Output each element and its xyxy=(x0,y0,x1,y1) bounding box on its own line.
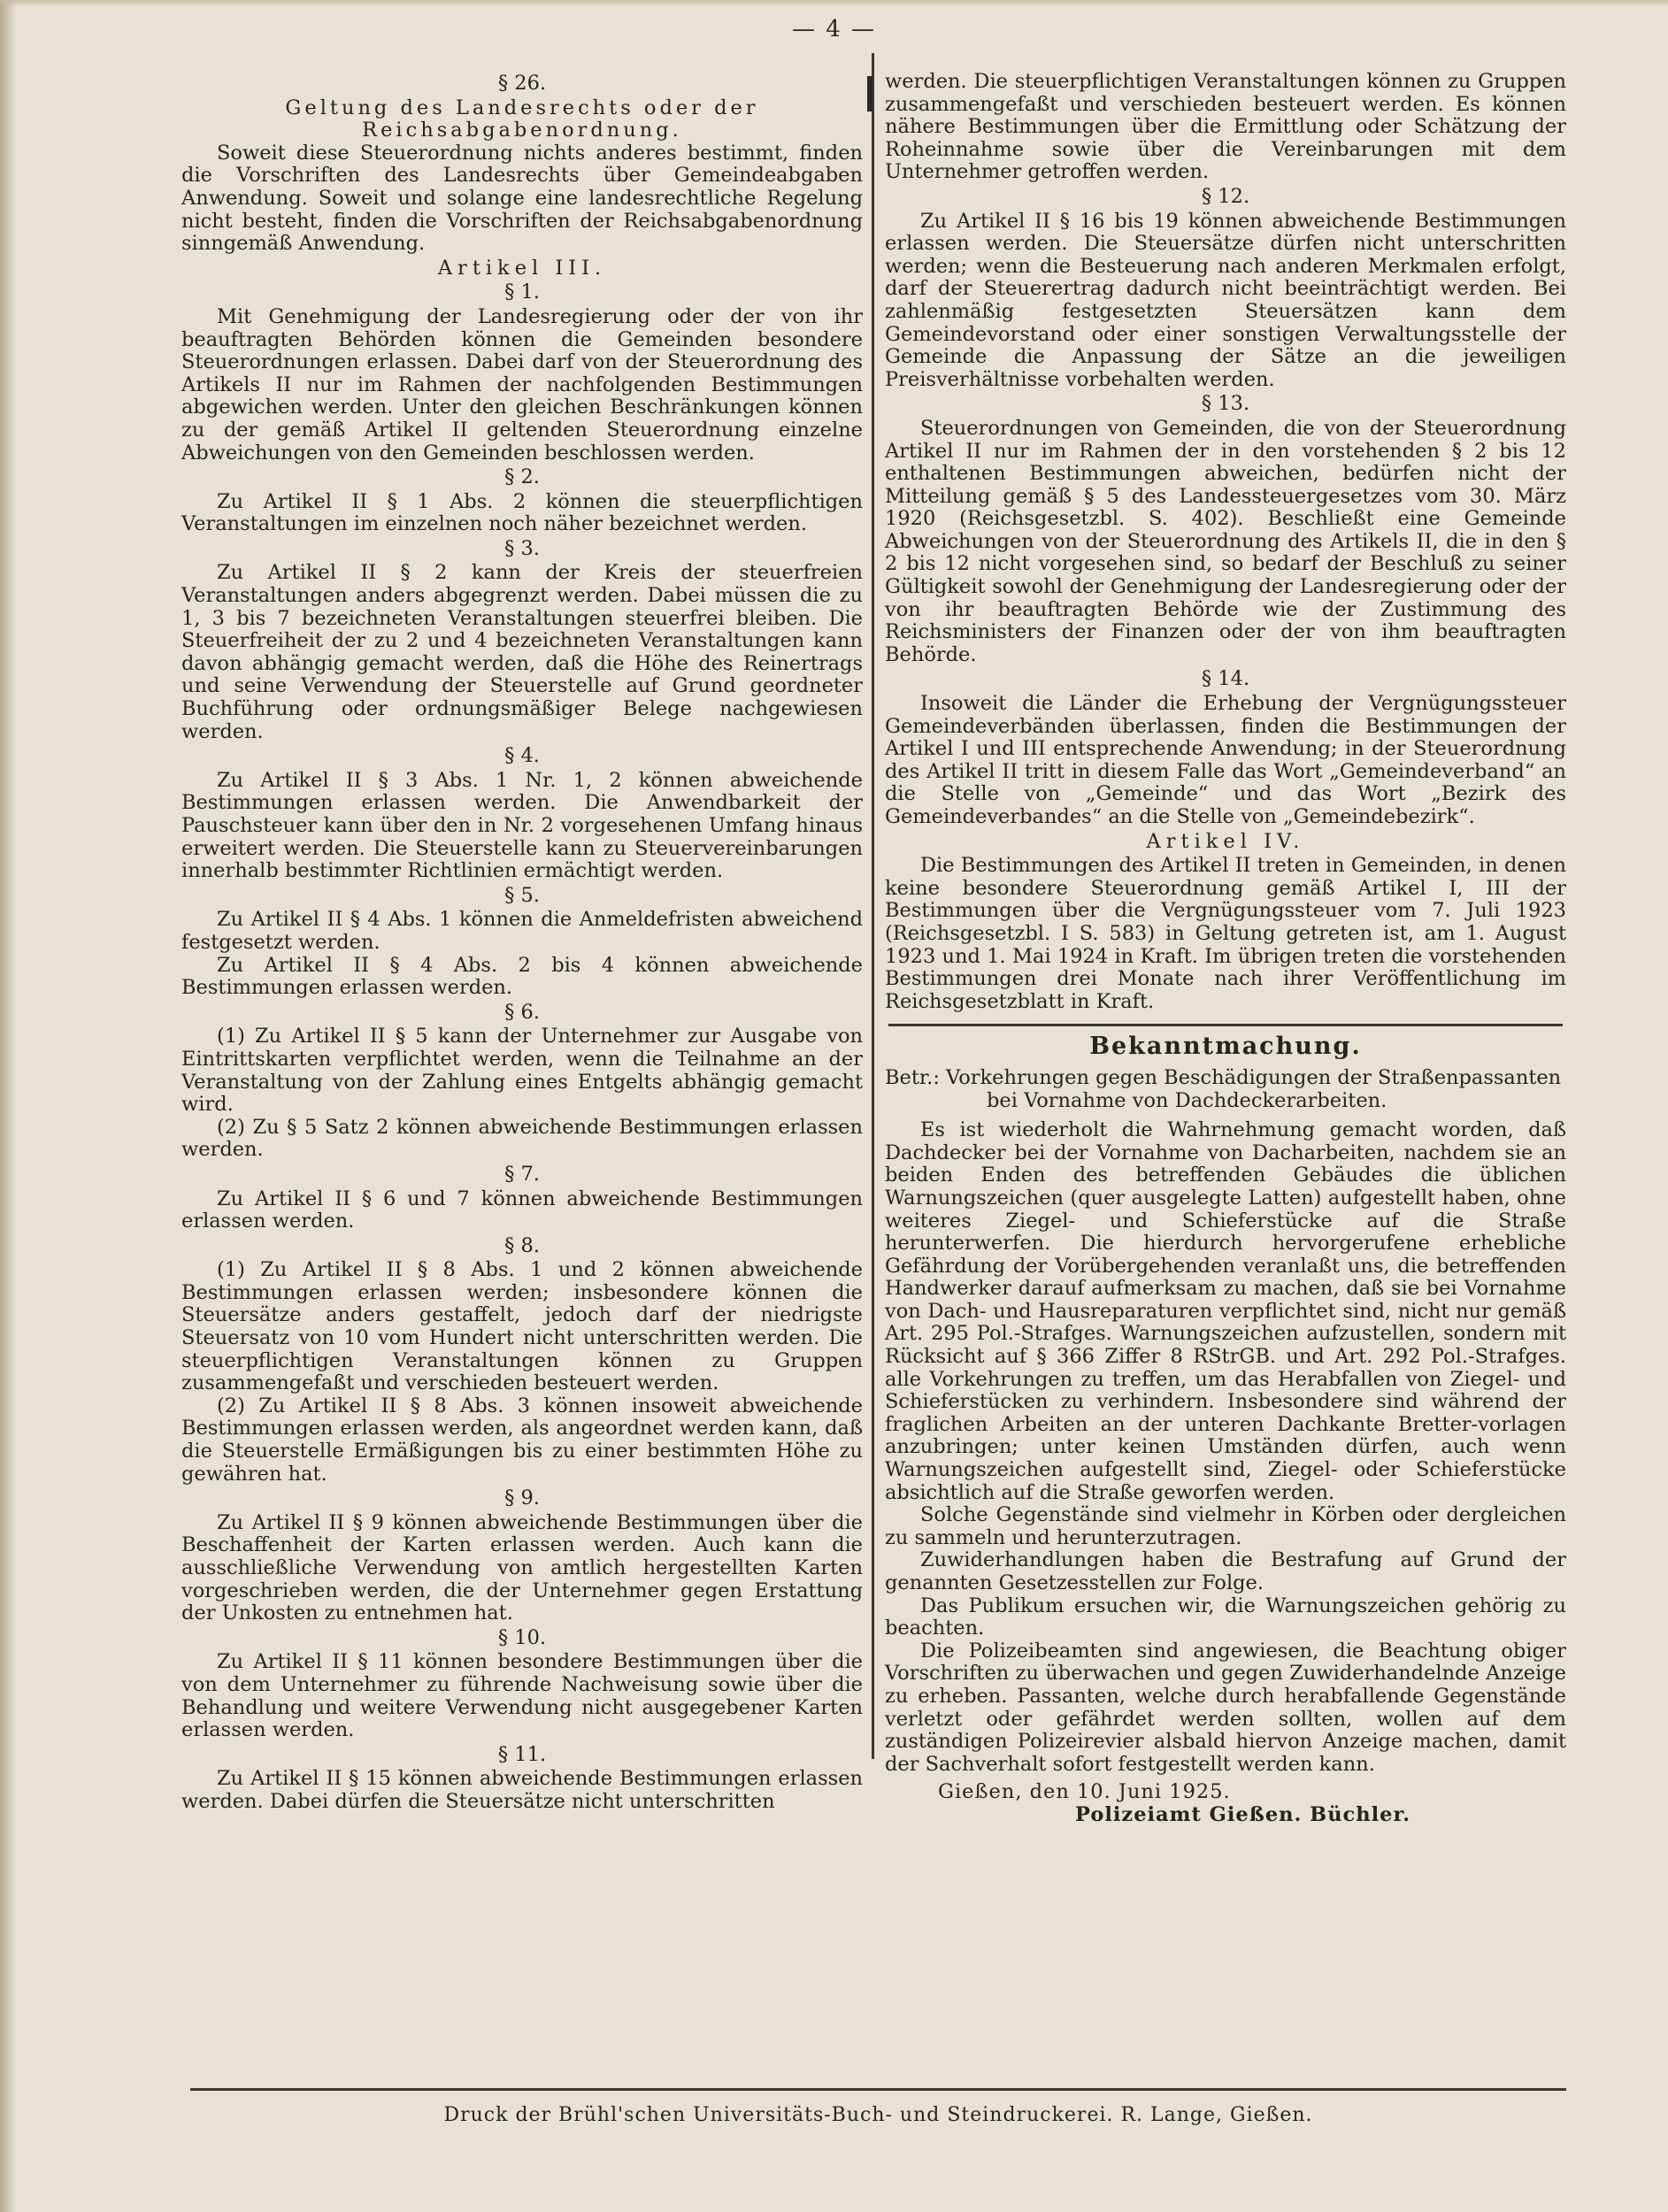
page-number: — 4 — xyxy=(791,16,877,42)
section-13-text: Steuerordnungen von Gemeinden, die von der Steuerordnung Artikel II nur im Rahmen der in den vorstehenden § 2 bis 12 enthaltenen Bestimmungen abweichen, bedürfen nicht der Mitteilung gemäß § 5 des Landessteuergesetzes vom 30. März 1920 (Reichsgesetzbl. S. 402). Beschließt eine Gemeinde Abweichungen von der Steuerordnung des Artikels II, die in den § 2 bis 12 nicht vorgesehen sind, so bedarf der Beschluß zu seiner Gültigkeit sowohl der Genehmigung der Landesregierung oder der von ihr beauftragten Behörde wie der Zustimmung des Reichsministers der Finanzen oder der von ihm beauftragten Behörde. xyxy=(885,416,1566,666)
artikel-4-heading: Artikel IV. xyxy=(1146,829,1305,853)
right-column xyxy=(885,71,1566,1827)
artikel-4-text: Die Bestimmungen des Artikel II treten in Gemeinden, in denen keine besondere Steuerordnung gemäß Artikel I, III der Bestimmungen über die Vergnügungssteuer vom 7. Juli 1923 (Reichsgesetzbl. I S. 583) in Geltung getreten ist, am 1. August 1923 und 1. Mai 1924 in Kraft. Im übrigen treten die vorstehenden Bestimmungen drei Monate nach ihrer Veröffentlichung im Reichsgesetzblatt in Kraft. xyxy=(885,854,1566,1013)
notice-paragraph-5: Die Polizeibeamten sind angewiesen, die Beachtung obiger Vorschriften zu überwachen und gegen Zuwiderhandelnde Anzeige zu erheben. Passanten, welche durch herabfallende Gegenstände verletzt oder gefährdet werden sollten, wollen auf dem zuständigen Polizeirevier alsbald hiervon Anzeige machen, damit der Sachverhalt sofort festgestellt werden kann. xyxy=(885,1639,1566,1776)
section-11-number: § 11. xyxy=(497,1742,547,1766)
notice-subject-line-2: bei Vornahme von Dachdeckerarbeiten. xyxy=(987,1088,1387,1112)
section-4-number: § 4. xyxy=(504,744,540,768)
section-5-number: § 5. xyxy=(504,883,540,907)
section-2-number: § 2. xyxy=(504,465,540,489)
section-14-text: Insoweit die Länder die Erhebung der Vergnügungssteuer Gemeindeverbänden überlassen, finden die Bestimmungen der Artikel I und III entsprechende Anwendung; in der Steuerordnung des Artikel II tritt in diesem Falle das Wort „Gemeindeverband“ an die Stelle von „Gemeinde“ und das Wort „Bezirk des Gemeindeverbandes“ an die Stelle von „Gemeindebezirk“. xyxy=(885,692,1566,828)
section-12-number: § 12. xyxy=(1201,184,1250,208)
section-6-text-b: (2) Zu § 5 Satz 2 können abweichende Bestimmungen erlassen werden. xyxy=(181,1115,863,1162)
notice-separator xyxy=(888,1024,1563,1026)
left-column xyxy=(181,71,863,1814)
footer-rule xyxy=(190,2088,1566,2091)
section-11-continued: werden. Die steuerpflichtigen Veranstaltungen können zu Gruppen zusammengefaßt und verschieden besteuert werden. Es können nähere Bestimmungen über die Ermittlung oder Schätzung der Roheinnahme sowie über die Vereinbarungen mit dem Unternehmer getroffen werden. xyxy=(885,70,1566,184)
section-6-text-a: (1) Zu Artikel II § 5 kann der Unternehmer zur Ausgabe von Eintrittskarten verpflichtet werden, wenn die Teilnahme an der Veranstaltung von der Zahlung eines Entgelts abhängig gemacht wird. xyxy=(181,1025,863,1117)
section-26-title: Geltung des Landesrechts oder der Reichsabgabenordnung. xyxy=(285,96,759,142)
section-8-number: § 8. xyxy=(504,1233,540,1257)
section-26-text: Soweit diese Steuerordnung nichts anderes bestimmt, finden die Vorschriften des Landesrechts über Gemeindeabgaben Anwendung. Soweit und solange eine landesrechtliche Regelung nicht besteht, finden die Vorschriften der Reichsabgabenordnung sinngemäß Anwendung. xyxy=(181,141,863,256)
notice-place-date: Gießen, den 10. Juni 1925. xyxy=(938,1780,1231,1804)
section-6-number: § 6. xyxy=(504,1000,540,1024)
section-2-text: Zu Artikel II § 1 Abs. 2 können die steuerpflichtigen Veranstaltungen im einzelnen noch näher bezeichnet werden. xyxy=(181,489,863,536)
section-9-number: § 9. xyxy=(504,1486,540,1510)
notice-signature: Polizeiamt Gießen. Büchler. xyxy=(1075,1802,1411,1826)
column-divider-mark xyxy=(867,76,872,111)
section-1-text: Mit Genehmigung der Landesregierung oder der von ihr beauftragten Behörden können die Gemeinden besondere Steuerordnungen erlassen. Dabei darf von der Steuerordnung des Artikels II nur im Rahmen der nachfolgenden Bestimmungen abgewichen werden. Unter den gleichen Beschränkungen können zu der gemäß Artikel II geltenden Steuerordnung einzelne Abweichungen von den Gemeinden beschlossen werden. xyxy=(181,304,863,465)
section-12-text: Zu Artikel II § 16 bis 19 können abweichende Bestimmungen erlassen werden. Die Steuersätze dürfen nicht unterschritten werden; wenn die Besteuerung nach anderen Merkmalen erfolgt, darf der Steuerertrag dadurch nicht beeinträchtigt werden. Bei zahlenmäßig festgesetzten Steuersätzen kann dem Gemeindevorstand oder einer sonstigen Verwaltungsstelle der Gemeinde die Anpassung der Sätze an die jeweiligen Preisverhältnisse vorbehalten werden. xyxy=(885,209,1566,391)
section-1-number: § 1. xyxy=(504,280,540,304)
section-14-number: § 14. xyxy=(1201,667,1250,691)
section-8-text-a: (1) Zu Artikel II § 8 Abs. 1 und 2 können abweichende Bestimmungen erlassen werden; insbesondere können die Steuersätze anders gestaffelt, jedoch darf der niedrigste Steuersatz von 10 vom Hundert nicht unterschritten werden. Die steuerpflichtigen Veranstaltungen können zu Gruppen zusammengefaßt und verschieden besteuert werden. xyxy=(181,1258,863,1395)
notice-title: Bekanntmachung. xyxy=(1089,1033,1362,1061)
section-9-text: Zu Artikel II § 9 können abweichende Bestimmungen über die Beschaffenheit der Karten erlassen werden. Auch kann die ausschließliche Verwendung von amtlich hergestellten Karten vorgeschrieben werden, die der Unternehmer gegen Erstattung der Unkosten zu entnehmen hat. xyxy=(181,1510,863,1625)
section-7-text: Zu Artikel II § 6 und 7 können abweichende Bestimmungen erlassen werden. xyxy=(181,1187,863,1233)
section-5-text-b: Zu Artikel II § 4 Abs. 2 bis 4 können abweichende Bestimmungen erlassen werden. xyxy=(181,953,863,1000)
notice-subject-line-1: Betr.: Vorkehrungen gegen Beschädigungen der Straßenpassanten xyxy=(885,1065,1562,1089)
notice-paragraph-1: Es ist wiederholt die Wahrnehmung gemacht worden, daß Dachdecker bei der Vornahme von Dacharbeiten, nachdem sie an beiden Enden des betreffenden Gebäudes die üblichen Warnungszeichen (quer ausgelegte Latten) aufgestellt haben, ohne weiteres Ziegel- und Schieferstücke auf die Straße herunterwerfen. Die hierdurch hervorgerufene erhebliche Gefährdung der Vorübergehenden veranlaßt uns, die betreffenden Handwerker darauf aufmerksam zu machen, daß sie bei Vornahme von Dach- und Hausreparaturen verpflichtet sind, nicht nur gemäß Art. 295 Pol.-Strafges. Warnungszeichen aufzustellen, sondern mit Rücksicht auf § 366 Ziffer 8 RStrGB. und Art. 292 Pol.-Strafges. alle Vorkehrungen zu treffen, um das Herabfallen von Ziegel- und Schieferstücken zu verhindern. Insbesondere sind während der fraglichen Arbeiten an der unteren Dachkante Bretter-vorlagen anzubringen; unter keinen Umständen dürfen, auch wenn Warnungszeichen aufgestellt sind, Ziegel- oder Schieferstücke absichtlich auf die Straße geworfen werden. xyxy=(885,1118,1566,1504)
section-26-number: § 26. xyxy=(497,72,547,95)
notice-paragraph-4: Das Publikum ersuchen wir, die Warnungszeichen gehörig zu beachten. xyxy=(885,1594,1566,1640)
section-10-number: § 10. xyxy=(497,1625,547,1649)
page-edge-shadow xyxy=(0,0,16,2212)
notice-paragraph-2: Solche Gegenstände sind vielmehr in Körben oder dergleichen zu sammeln und herunterzutragen. xyxy=(885,1503,1566,1549)
notice xyxy=(885,1035,1566,1826)
section-3-number: § 3. xyxy=(504,536,540,560)
section-8-text-b: (2) Zu Artikel II § 8 Abs. 3 können insoweit abweichende Bestimmungen erlassen werden, als angeordnet werden kann, daß die Steuerstelle Ermäßigungen bis zu einer bestimmten Höhe zu gewähren hat. xyxy=(181,1394,863,1486)
section-3-text: Zu Artikel II § 2 kann der Kreis der steuerfreien Veranstaltungen anders abgegrenzt werden. Dabei müssen die zu 1, 3 bis 7 bezeichneten Veranstaltungen steuerfrei bleiben. Die Steuerfreiheit der zu 2 und 4 bezeichneten Veranstaltungen kann davon abhängig gemacht werden, daß die Höhe des Reinertrags und seine Verwendung der Steuerstelle auf Grund geordneter Buchführung oder ordnungsmäßiger Belege nachgewiesen werden. xyxy=(181,561,863,743)
footer-imprint: Druck der Brühl'schen Universitäts-Buch- und Steindruckerei. R. Lange, Gießen. xyxy=(443,2104,1313,2126)
section-7-number: § 7. xyxy=(504,1162,540,1186)
section-13-number: § 13. xyxy=(1201,392,1250,416)
artikel-3-heading: Artikel III. xyxy=(437,256,607,280)
section-5-text-a: Zu Artikel II § 4 Abs. 1 können die Anmeldefristen abweichend festgesetzt werden. xyxy=(181,908,863,954)
notice-paragraph-3: Zuwiderhandlungen haben die Bestrafung auf Grund der genannten Gesetzesstellen zur Folge. xyxy=(885,1548,1566,1594)
section-11-text: Zu Artikel II § 15 können abweichende Bestimmungen erlassen werden. Dabei dürfen die Steuersätze nicht unterschritten xyxy=(181,1767,863,1813)
column-divider xyxy=(872,53,874,1759)
section-10-text: Zu Artikel II § 11 können besondere Bestimmungen über die von dem Unternehmer zu führende Nachweisung sowie über die Behandlung und weitere Verwendung nicht ausgegebener Karten erlassen werden. xyxy=(181,1650,863,1742)
section-4-text: Zu Artikel II § 3 Abs. 1 Nr. 1, 2 können abweichende Bestimmungen erlassen werden. Die Anwendbarkeit der Pauschsteuer kann über den in Nr. 2 vorgesehenen Umfang hinaus erweitert werden. Die Steuerstelle kann zu Steuervereinbarungen innerhalb bestimmter Richtlinien ermächtigt werden. xyxy=(181,768,863,883)
page-top-edge xyxy=(0,0,1668,7)
